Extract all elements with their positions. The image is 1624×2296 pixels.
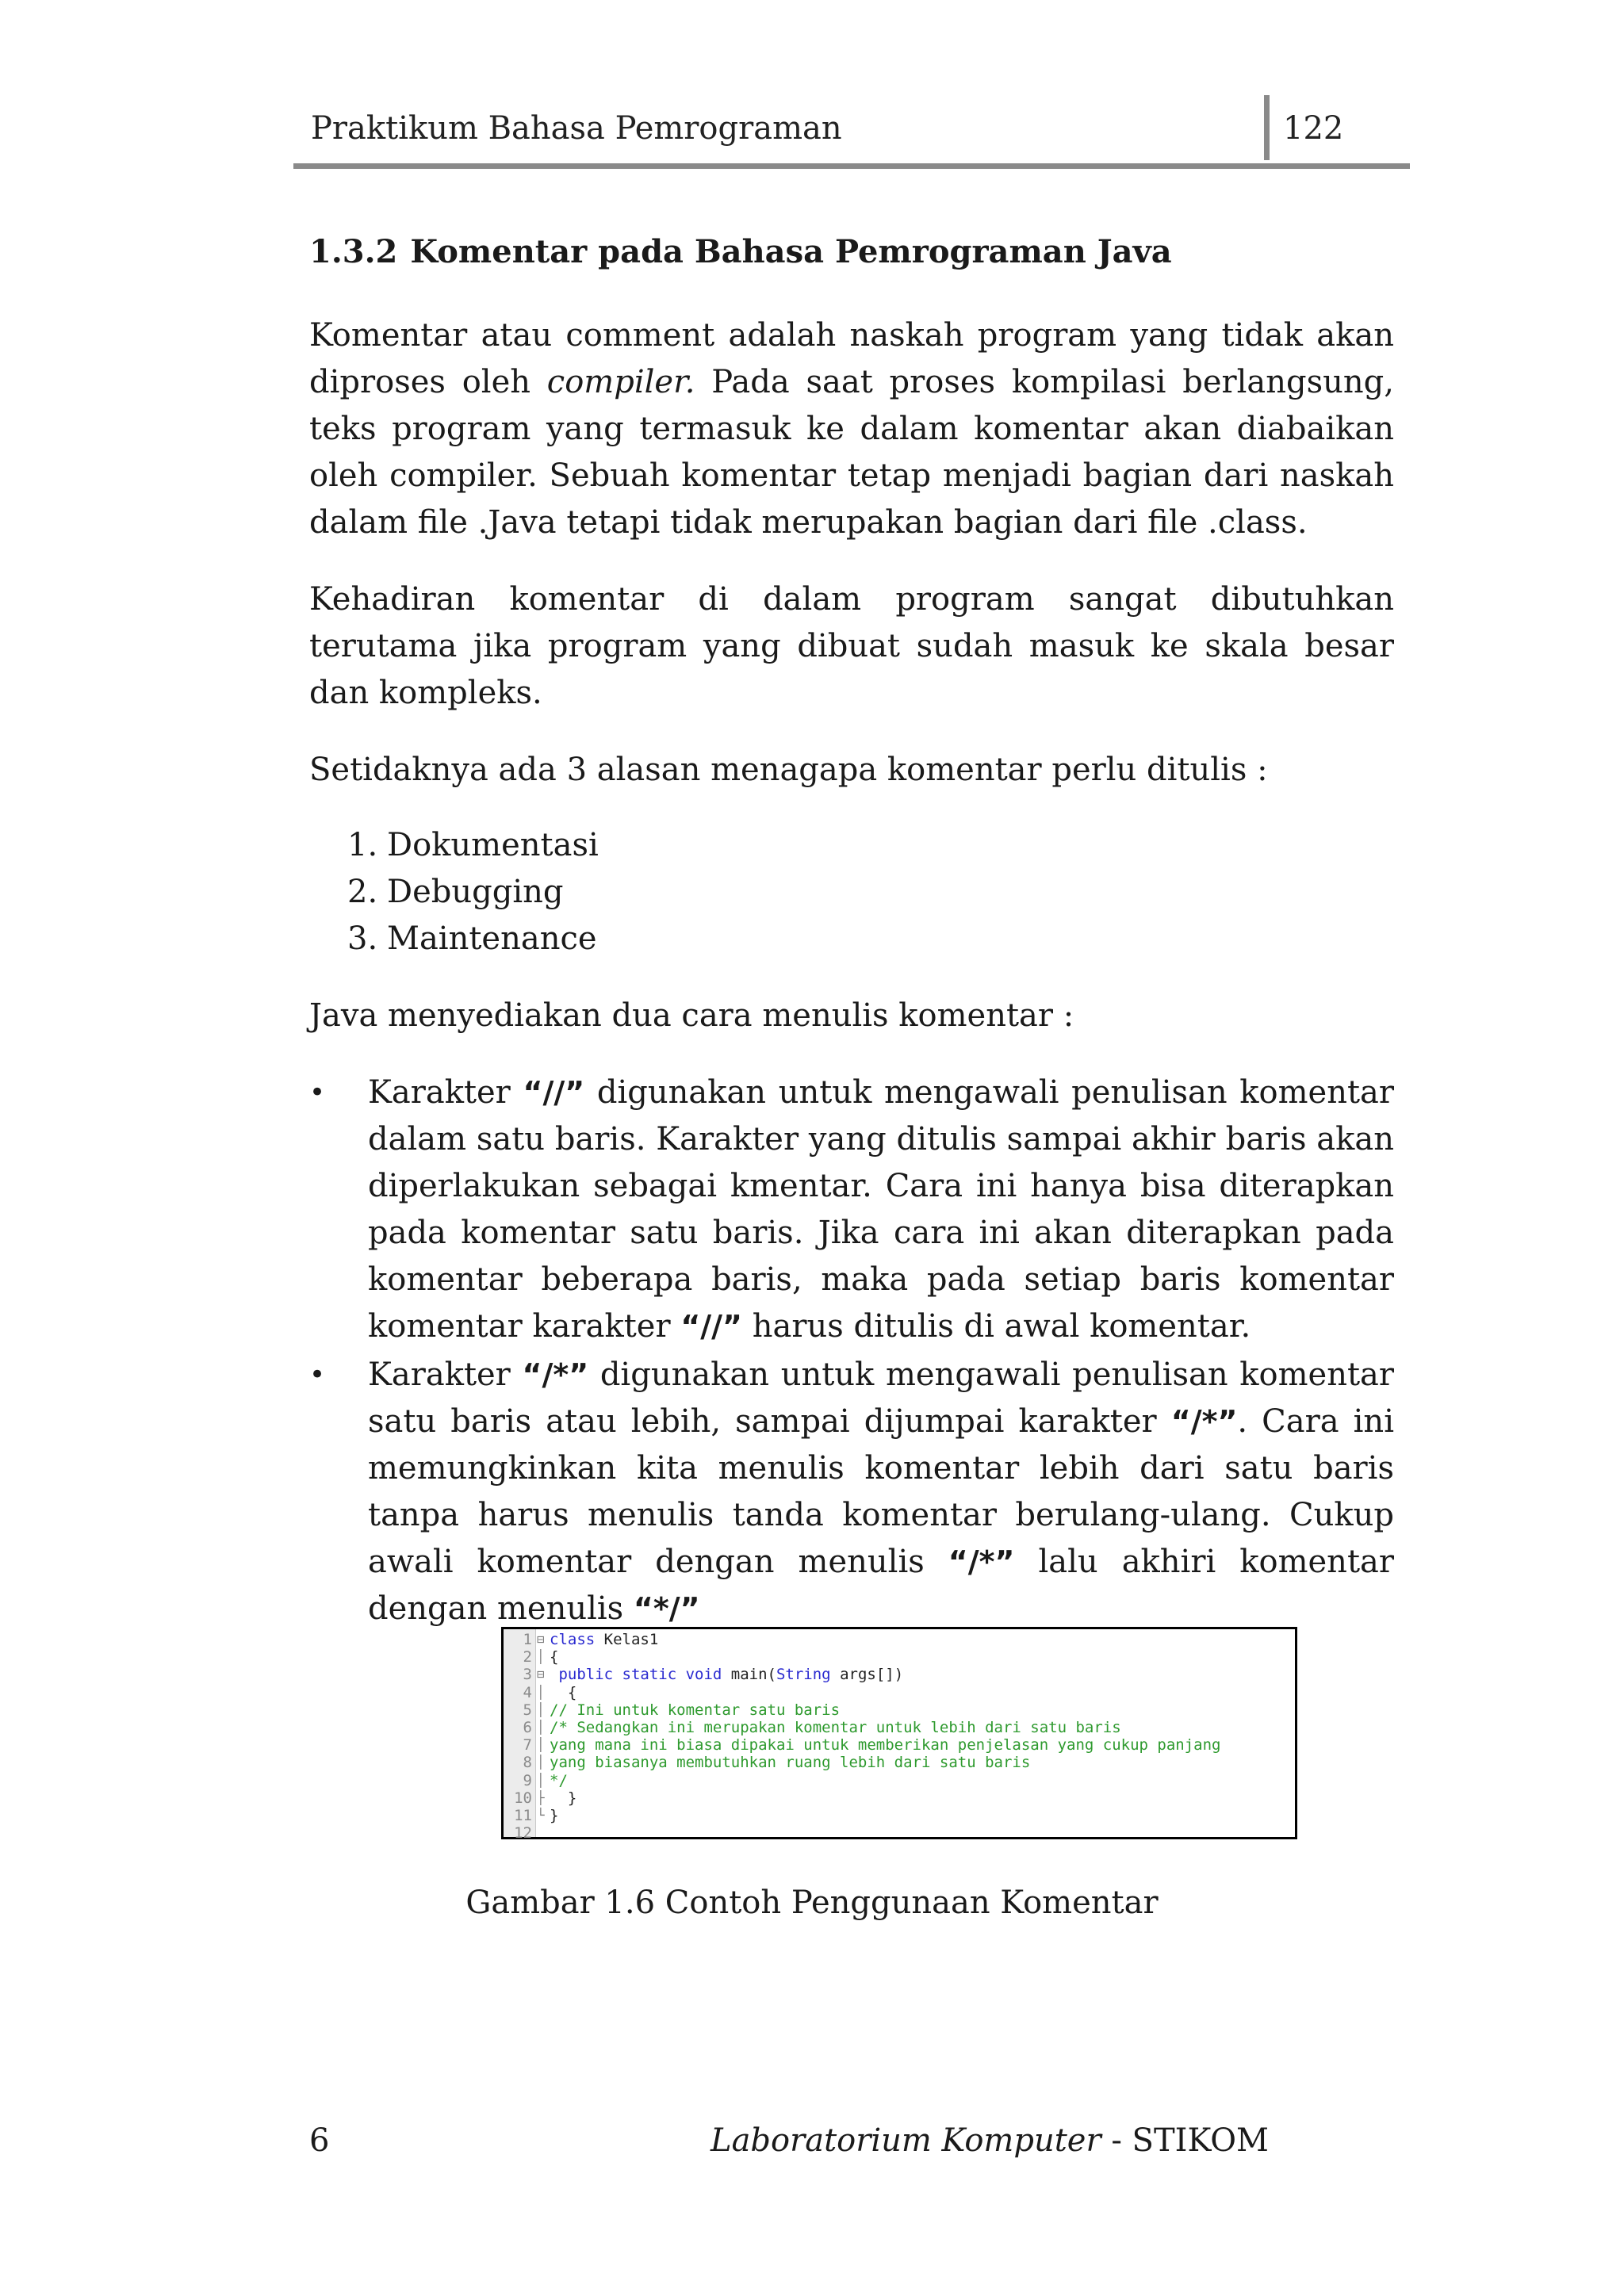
- code-text: public static void main(String args[]): [550, 1666, 904, 1684]
- line-number: 2: [523, 1648, 532, 1667]
- fold-marker-icon: │: [537, 1649, 545, 1665]
- code-screenshot-figure: [501, 1627, 1297, 1843]
- list-item: • Karakter “/*” digunakan untuk mengawali penulisan komentar satu baris atau lebih, sampai dijumpai karakter “/*”. Cara ini memungkinkan kita menulis komentar lebih dari satu baris tanpa harus menulis tanda komentar berulang-ulang. Cukup awali komentar dengan menulis “/*” lalu akhiri komentar dengan menulis “*/”: [309, 1352, 1394, 1632]
- code-text: yang biasanya membutuhkan ruang lebih dari satu baris: [550, 1754, 1031, 1772]
- line-number: 12: [514, 1824, 532, 1843]
- code-text: }: [550, 1807, 559, 1824]
- fold-marker-icon: │: [537, 1737, 545, 1753]
- paragraph-ways-intro: Java menyediakan dua cara menulis komentar :: [309, 997, 1074, 1034]
- paragraph-reasons-intro: Setidaknya ada 3 alasan menagapa komentar perlu ditulis :: [309, 752, 1268, 788]
- paragraph-importance: Kehadiran komentar di dalam program sangat dibutuhkan terutama jika program yang dibuat sudah masuk ke skala besar dan kompleks.: [309, 581, 1394, 711]
- list-item: • Karakter “//” digunakan untuk mengawali penulisan komentar dalam satu baris. Karakter yang ditulis sampai akhir baris akan diperlakukan sebagai kmentar. Cara ini hanya bisa diterapkan pada komentar satu baris. Jika cara ini akan diterapkan pada komentar beberapa baris, maka pada setiap baris komentar komentar karakter “//” harus ditulis di awal komentar.: [309, 1070, 1394, 1350]
- fold-marker-icon: │: [537, 1772, 545, 1788]
- fold-marker-icon: ⊟: [537, 1667, 545, 1682]
- line-number: 3: [523, 1666, 532, 1684]
- fold-marker-icon: │: [537, 1720, 545, 1735]
- list-item: 2. Debugging: [347, 874, 564, 910]
- paragraph-text: Pada saat proses kompilasi berlangsung, teks program yang termasuk ke dalam komentar akan diabaikan oleh compiler. Sebuah komentar tetap menjadi bagian dari naskah dalam file .Java tetapi tidak merupakan bagian dari file .class.: [309, 364, 1395, 541]
- book-title: Praktikum Bahasa Pemrograman: [311, 110, 842, 147]
- line-number: 7: [523, 1736, 532, 1755]
- section-number: 1.3.2: [309, 233, 398, 270]
- page-header: [293, 103, 1410, 166]
- page-content: [309, 230, 1394, 1634]
- code-text: /* Sedangkan ini merupakan komentar untuk lebih dari satu baris: [550, 1719, 1121, 1736]
- fold-marker-icon: └: [537, 1808, 545, 1823]
- fold-marker-icon: ├: [537, 1789, 545, 1805]
- header-page-number: 122: [1283, 110, 1344, 147]
- line-number: 4: [523, 1683, 532, 1701]
- bullet-icon: •: [309, 1359, 326, 1391]
- list-item: 3. Maintenance: [347, 920, 597, 957]
- emphasis-compiler: compiler.: [546, 364, 695, 400]
- code-text: }: [550, 1789, 577, 1807]
- code-text: {: [550, 1683, 577, 1701]
- code-text: {: [550, 1648, 559, 1667]
- figure-caption: Gambar 1.6 Contoh Penggunaan Komentar: [465, 1885, 1159, 1921]
- footer-page-number: 6: [309, 2122, 330, 2159]
- bullet-icon: •: [309, 1077, 326, 1108]
- reasons-list: [309, 822, 1394, 962]
- fold-marker-icon: ⊟: [537, 1632, 545, 1647]
- section-heading: [309, 230, 1394, 274]
- section-title: Komentar pada Bahasa Pemrograman Java: [410, 233, 1172, 270]
- list-item: 1. Dokumentasi: [347, 827, 599, 863]
- code-text: yang mana ini biasa dipakai untuk memberikan penjelasan yang cukup panjang: [550, 1736, 1221, 1755]
- paragraph-text: Komentar atau comment adalah naskah program yang tidak akan diproses oleh: [309, 317, 1394, 400]
- line-number: 10: [514, 1789, 532, 1807]
- code-text: */: [550, 1771, 568, 1789]
- code-text: // Ini untuk komentar satu baris: [550, 1701, 841, 1719]
- fold-marker-icon: │: [537, 1684, 545, 1700]
- line-number: 11: [514, 1807, 532, 1824]
- comment-ways-list: [309, 1070, 1394, 1632]
- code-text: class Kelas1: [550, 1631, 659, 1648]
- header-rule: [293, 163, 1410, 169]
- line-number: 1: [523, 1631, 532, 1648]
- fold-marker-icon: │: [537, 1755, 545, 1770]
- line-number: 9: [523, 1771, 532, 1789]
- line-number: 5: [523, 1701, 532, 1719]
- paragraph-definition: [309, 312, 1394, 546]
- line-number: 8: [523, 1754, 532, 1772]
- line-number: 6: [523, 1719, 532, 1736]
- footer-lab-name: Laboratorium Komputer - STIKOM: [710, 2122, 1269, 2159]
- fold-marker-icon: │: [537, 1701, 545, 1717]
- header-divider: [1264, 95, 1270, 160]
